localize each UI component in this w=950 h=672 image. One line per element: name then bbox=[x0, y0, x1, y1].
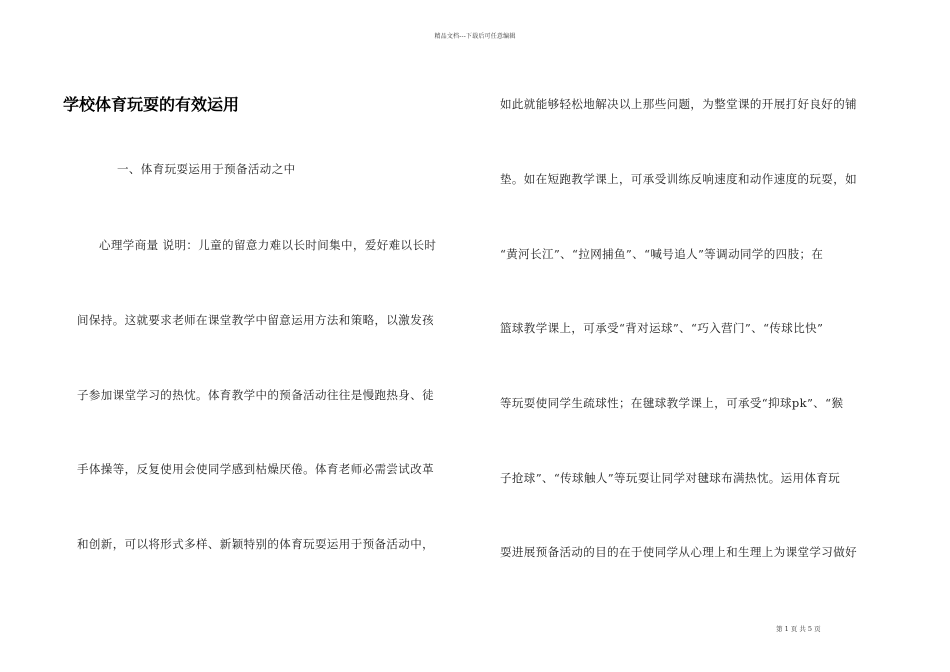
header-note: 精品文档---下载后可任意编辑 bbox=[434, 33, 516, 40]
paragraph-line: 垫。如在短跑教学课上，可承受训练反响速度和动作速度的玩耍，如 bbox=[500, 172, 857, 186]
paragraph-line: 心理学商量 说明：儿童的留意力难以长时间集中，爱好难以长时 bbox=[99, 238, 437, 252]
section-heading: 一、体育玩耍运用于预备活动之中 bbox=[117, 162, 296, 176]
paragraph-line: 等玩耍使同学生疏球性；在毽球教学课上，可承受“抑球pk”、“猴 bbox=[500, 396, 844, 410]
paragraph-line: “黄河长江”、“拉网捕鱼”、“喊号追人”等调动同学的四肢；在 bbox=[500, 247, 824, 261]
document-title: 学校体育玩耍的有效运用 bbox=[63, 95, 240, 114]
paragraph-line: 和创新，可以将形式多样、新颖特别的体育玩耍运用于预备活动中， bbox=[77, 537, 434, 551]
page-number: 第 1 页 共 5 页 bbox=[776, 625, 821, 633]
paragraph-line: 间保持。这就要求老师在课堂教学中留意运用方法和策略，以激发孩 bbox=[77, 313, 434, 327]
paragraph-line: 篮球教学课上，可承受“背对运球”、“巧入营门”、“传球比快” bbox=[500, 321, 824, 335]
paragraph-line: 如此就能够轻松地解决以上那些问题，为整堂课的开展打好良好的铺 bbox=[500, 97, 857, 111]
paragraph-line: 子抢球”、“传球触人”等玩耍让同学对毽球布满热忱。运用体育玩 bbox=[500, 471, 841, 485]
paragraph-line: 手体操等，反复使用会使同学感到枯燥厌倦。体育老师必需尝试改革 bbox=[77, 462, 434, 476]
paragraph-line: 子参加课堂学习的热忱。体育教学中的预备活动往往是慢跑热身、徒 bbox=[77, 388, 434, 402]
paragraph-line: 耍进展预备活动的目的在于使同学从心理上和生理上为课堂学习做好 bbox=[500, 545, 857, 559]
